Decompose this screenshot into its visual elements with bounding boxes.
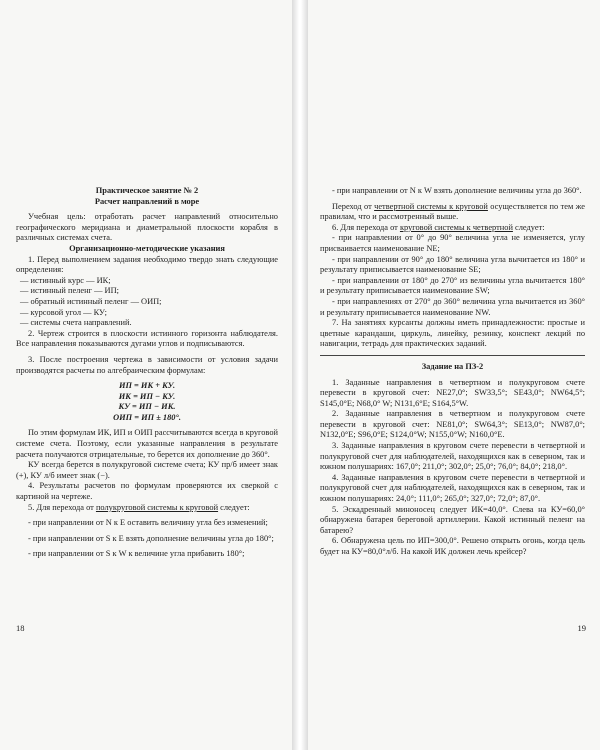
rule-3: - при направлении от S к W к величине угла прибавить 180°; — [28, 549, 245, 559]
task-5: 5. Эскадренный миноносец следует ИК=40,0°. Слева на КУ=60,0° обнаружена батарея береговой артиллерии. Какой истинный пеленг на батарею? — [320, 504, 585, 535]
quadrant-rule-se: - при направлении от 90° до 180° величина угла вычитается из 180° и результату приписывается наименование SE; — [320, 254, 585, 275]
task-4: 4. Заданные направления в круговом счете перевести в четвертной и полукруговой счет для наблюдателей, находящихся как в северном, так и южном полушариях: 24,0°; 111,0°; 265,0°; 327,0°; 72,0°; 87,0°. — [320, 472, 585, 504]
transition-tail: осуществляется по тем же правилам, что и рассмотренный выше. — [320, 201, 586, 222]
item-3: 3. После построения чертежа в зависимости от условия задачи производятся расчеты по алгебраическим формулам: — [16, 354, 278, 375]
right-page-text — [320, 186, 585, 558]
item-5 — [16, 503, 278, 514]
item-6-text: 6. Для перехода от — [332, 222, 400, 232]
rule-2: - при направлении от S к E взять дополнение величины угла до 180°; — [28, 533, 274, 543]
item-1: 1. Перед выполнением задания необходимо твердо знать следующие определения: — [16, 254, 278, 275]
transition-underlined: четвертной системы к круговой — [374, 201, 488, 211]
definition-4: — курсовой угол — КУ; — [20, 307, 107, 317]
transition-text: Переход от — [332, 201, 375, 211]
task-3: 3. Заданные направления в круговом счете перевести в четвертной и полукруговой счет для наблюдателей, находящихся как в северном, так и южном полушариях: 167,0°; 211,0°; 302,0°; 25,0°; 76,0°; 84,0°; 218,0°. — [320, 441, 585, 472]
page-number-right: 19 — [577, 623, 586, 633]
item-5-underlined: полукруговой системы к круговой — [95, 502, 219, 512]
definition-3: — обратный истинный пеленг — ОИП; — [20, 296, 162, 306]
definition-1: — истинный курс — ИК; — [20, 275, 111, 285]
item-2: 2. Чертеж строится в плоскости истинного горизонта наблюдателя. Все направления показываются дугами углов и подписываются. — [16, 328, 278, 349]
right-page — [308, 0, 600, 750]
page-number-left: 18 — [16, 623, 25, 633]
goal-paragraph: Учебная цель: отработать расчет направлений относительно географического меридиана и диаметральной плоскости корабля в различных системах счета. — [16, 212, 278, 243]
definition-2: — истинный пеленг — ИП; — [20, 286, 119, 296]
quadrant-rule-ne: - при направлении от 0° до 90° величина угла не изменяется, углу присваивается наименование NE; — [320, 233, 585, 253]
lesson-subtitle: Расчет направлений в море — [94, 196, 200, 206]
formula-2: ИК = ИП − КУ. — [118, 391, 176, 401]
formula-4: ОИП = ИП ± 180°. — [113, 412, 181, 422]
lesson-title: Практическое занятие № 2 — [95, 186, 199, 195]
quadrant-rule-nw: - при направлениях от 270° до 360° величина угла вычитается из 360° и результату приписывается наименование NW. — [320, 296, 585, 317]
item-4: 4. Результаты расчетов по формулам проверяются их сверкой с картиной на чертеже. — [16, 481, 278, 502]
item-5-text: 5. Для перехода от — [28, 502, 96, 512]
book-gutter — [292, 0, 308, 750]
formulas-paragraph: По этим формулам ИК, ИП и ОИП рассчитываются всегда в круговой системе счета. Поэтому, если указанные направления в результате расчета получаются отрицательные, то берется их дополнение до 360°. — [16, 428, 278, 459]
formula-1: ИП = ИК + КУ. — [118, 381, 176, 391]
ku-paragraph: КУ всегда берется в полукруговой системе счета; КУ пр/б имеет знак (+), КУ л/б имеет знак (−). — [16, 460, 278, 480]
item-6-tail: следует: — [512, 222, 545, 232]
quadrant-rule-sw: - при направлении от 180° до 270° из величины угла вычитается 180° и результату приписывается наименование SW; — [320, 275, 585, 296]
item-5-tail: следует: — [218, 502, 250, 512]
rule-1: - при направлении от N к E оставить величину угла без изменений; — [28, 518, 268, 528]
task-2: 2. Заданные направления в четвертном и полукруговом счете перевести в круговой счет: NE81,0°; SW64,3°; SE13,0°; NW87,0°; N132,0°E; S96,0°E; S124,0°W; N155,0°W; N160,0°E. — [320, 409, 585, 440]
transition-paragraph — [320, 202, 585, 223]
item-6-underlined: круговой системы к четвертной — [399, 222, 513, 232]
divider — [320, 355, 585, 356]
task-1: 1. Заданные направления в четвертном и полукруговом счете перевести в круговой счет: NE27,0°; SW33,5°; SE43,0°; NW64,5°; S145,0°E; N68,0° W; N131,6°E; S164,5°W. — [320, 377, 585, 408]
item-6 — [320, 223, 585, 234]
rule-4: - при направлении от N к W взять дополнение величины угла до 360°. — [332, 186, 582, 195]
task-heading: Задание на ПЗ-2 — [421, 361, 484, 371]
formula-3: КУ = ИП − ИК. — [118, 402, 176, 412]
guidelines-heading: Организационно-методические указания — [69, 243, 225, 253]
left-page-text — [16, 186, 278, 560]
definition-5: — системы счета направлений. — [20, 318, 132, 328]
item-7: 7. На занятиях курсанты должны иметь принадлежности: простые и цветные карандаши, циркуль, линейку, резинку, конспект лекций по навигации, тетрадь для практических заданий. — [320, 318, 585, 349]
task-6: 6. Обнаружена цель по ИП=300,0°. Решено открыть огонь, когда цель будет на КУ=80,0°л/б. На какой ИК должен лечь крейсер? — [320, 536, 585, 556]
left-page — [0, 0, 292, 750]
